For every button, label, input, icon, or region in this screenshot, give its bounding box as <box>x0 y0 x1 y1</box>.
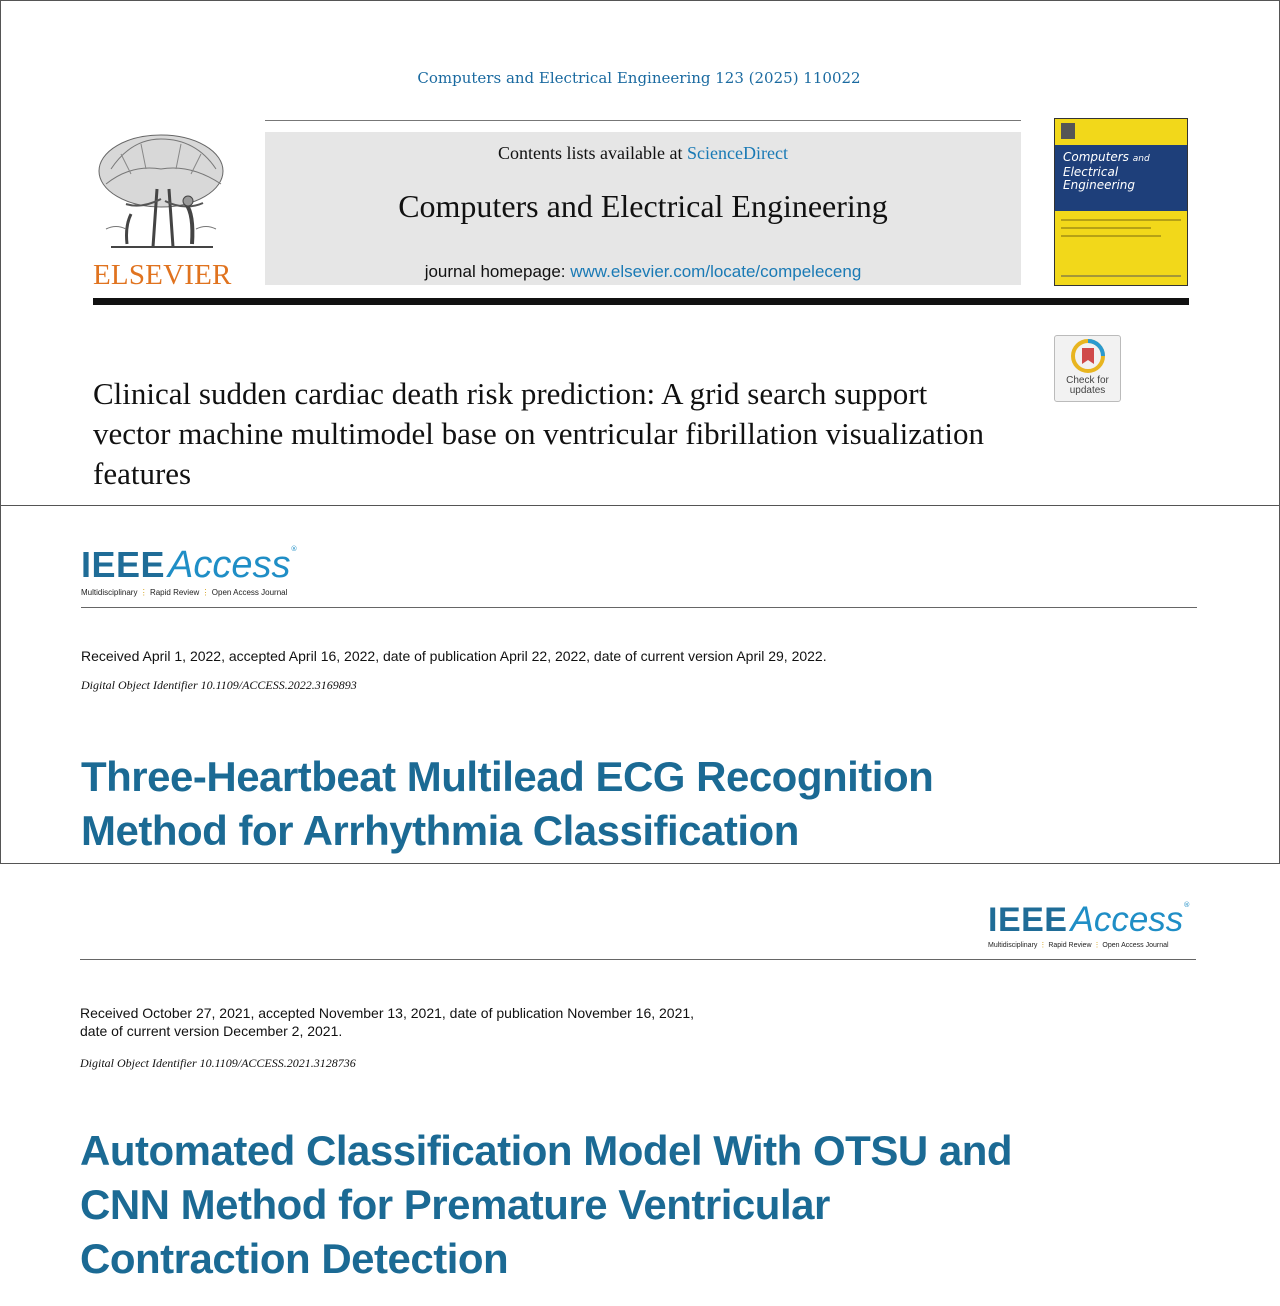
received-dates: Received April 1, 2022, accepted April 16, 2022, date of publication April 22, 2022, date of current version April 29, 2022. <box>81 648 827 664</box>
check-updates-line1: Check for <box>1066 375 1109 386</box>
title-line-2: CNN Method for Premature Ventricular <box>80 1181 830 1228</box>
logo-ieee-text: IEEE <box>988 901 1068 939</box>
ieee-access-logo: IEEEAccess® Multidisciplinary ⋮ Rapid Review ⋮ Open Access Journal <box>81 544 298 597</box>
title-line-2: Method for Arrhythmia Classification <box>81 807 799 854</box>
logo-tagline: Multidisciplinary ⋮ Rapid Review ⋮ Open Access Journal <box>81 588 288 597</box>
header-rule <box>81 607 1197 608</box>
cover-title-line1: Computers <box>1063 150 1129 164</box>
logo-tagline: Multidisciplinary ⋮ Rapid Review ⋮ Open Access Journal <box>988 942 1169 949</box>
title-line-1: Three-Heartbeat Multilead ECG Recognition <box>81 753 934 800</box>
received-line-2: date of current version December 2, 2021. <box>80 1023 343 1039</box>
tagline-3: Open Access Journal <box>211 588 288 597</box>
tagline-1: Multidisciplinary <box>81 588 138 597</box>
tagline-2: Rapid Review <box>1048 942 1092 949</box>
contents-prefix: Contents lists available at <box>498 143 687 163</box>
check-updates-line2: updates <box>1069 385 1106 396</box>
journal-cover-thumbnail[interactable] <box>1054 118 1188 286</box>
homepage-prefix: journal homepage: <box>424 262 571 281</box>
thick-rule <box>93 298 1189 305</box>
doi-line[interactable]: Digital Object Identifier 10.1109/ACCESS.2022.3169893 <box>81 678 357 692</box>
tagline-1: Multidisciplinary <box>988 942 1038 949</box>
logo-access-text: Access <box>1070 900 1184 939</box>
tagline-3: Open Access Journal <box>1102 942 1169 949</box>
homepage-line <box>265 262 1021 282</box>
homepage-link[interactable]: www.elsevier.com/locate/compeleceng <box>570 262 862 281</box>
article-title <box>81 750 933 858</box>
elsevier-wordmark: ELSEVIER <box>93 259 232 291</box>
article-title: Clinical sudden cardiac death risk prediction: A grid search support vector machine multimodel base on ventricular fibrillation visualization features <box>93 376 984 491</box>
logo-ieee-text: IEEE <box>81 544 166 585</box>
cover-elsevier-icon <box>1061 123 1075 139</box>
received-line-1: Received October 27, 2021, accepted November 13, 2021, date of publication November 16, 2021, <box>80 1005 695 1021</box>
header-rule <box>80 959 1196 960</box>
check-updates-icon <box>1071 339 1105 373</box>
check-for-updates-button[interactable] <box>1054 335 1121 402</box>
title-line-3: Contraction Detection <box>80 1235 509 1282</box>
contents-line <box>265 143 1021 164</box>
ieee-article-2-header <box>0 864 1280 1306</box>
logo-access-text: Access <box>168 544 291 586</box>
elsevier-article-header <box>0 0 1280 505</box>
tree-icon <box>91 129 233 254</box>
journal-name: Computers and Electrical Engineering <box>398 188 888 224</box>
top-rule <box>265 120 1021 121</box>
journal-banner <box>265 132 1021 285</box>
cover-title-and: and <box>1132 154 1150 164</box>
received-dates <box>80 1004 694 1040</box>
cover-title-line2: Electrical Engineering <box>1063 165 1135 192</box>
journal-citation[interactable]: Computers and Electrical Engineering 123 (2025) 110022 <box>417 69 861 87</box>
ieee-access-logo: IEEEAccess® Multidisciplinary ⋮ Rapid Review ⋮ Open Access Journal <box>988 900 1191 949</box>
ieee-article-1-header <box>0 505 1280 864</box>
article-title <box>80 1124 1012 1286</box>
cover-title-band <box>1055 145 1187 211</box>
sciencedirect-link[interactable]: ScienceDirect <box>687 143 788 163</box>
tagline-2: Rapid Review <box>149 588 200 597</box>
doi-line[interactable]: Digital Object Identifier 10.1109/ACCESS.2021.3128736 <box>80 1056 356 1070</box>
title-line-1: Automated Classification Model With OTSU and <box>80 1127 1013 1174</box>
